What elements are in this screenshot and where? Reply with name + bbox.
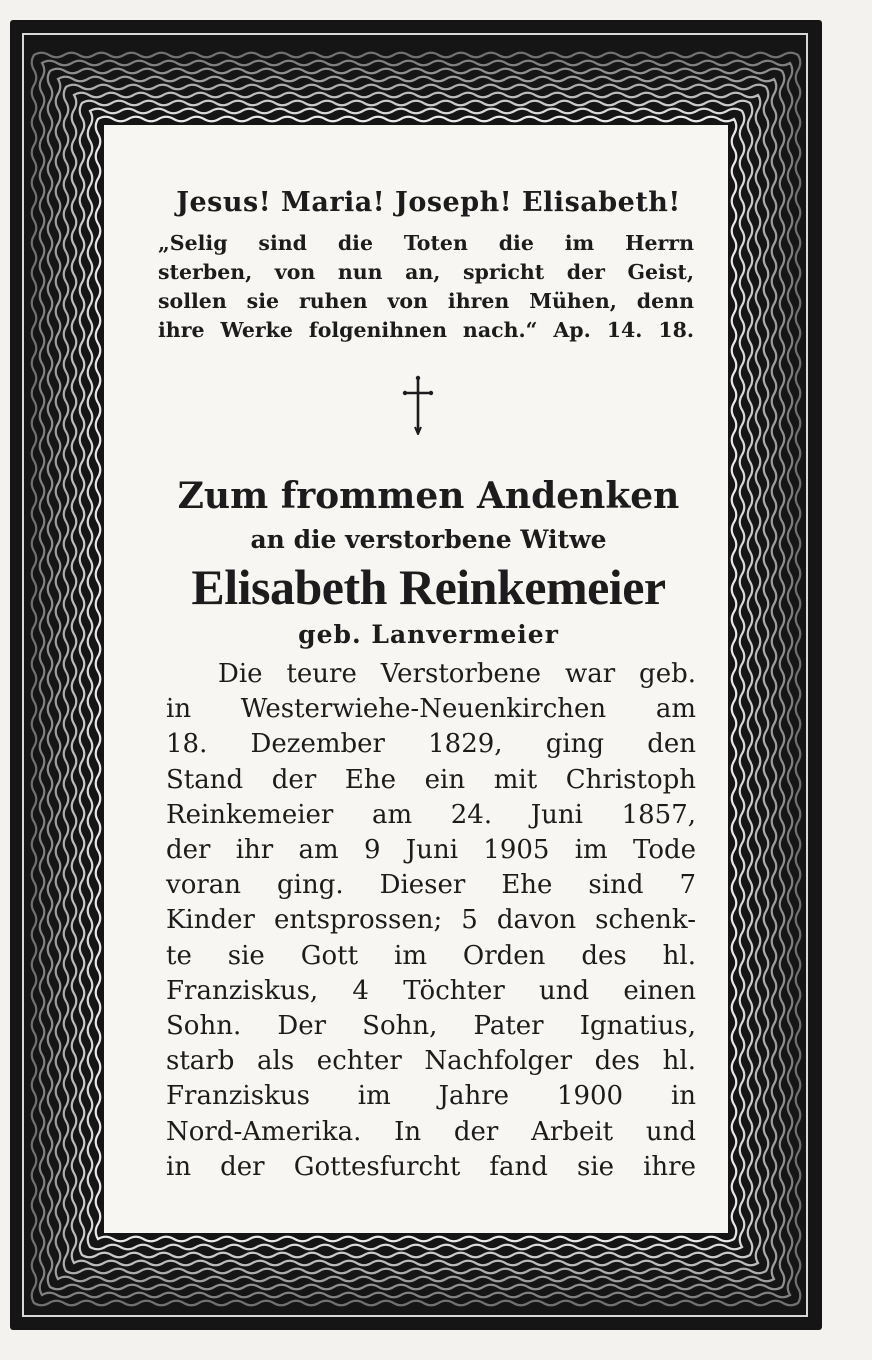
cross-icon — [398, 375, 438, 435]
biography-line: Franziskus, 4 Töchter und einen — [166, 975, 696, 1006]
biography-line: in Westerwiehe-Neuenkirchen am — [166, 694, 696, 725]
verse-line: „Selig sind die Toten die im Herrn — [158, 231, 694, 255]
memorial-subtitle: an die verstorbene Witwe — [250, 525, 607, 554]
biography-line: der ihr am 9 Juni 1905 im Tode — [166, 835, 696, 866]
biography-line: Reinkemeier am 24. Juni 1857, — [166, 799, 696, 830]
birth-name: geb. Lanvermeier — [298, 620, 559, 649]
card-text-area — [156, 185, 701, 1200]
biography-line: voran ging. Dieser Ehe sind 7 — [166, 870, 696, 901]
verse-line: sollen sie ruhen von ihren Mühen, denn — [158, 289, 694, 313]
biography-line: Franziskus im Jahre 1900 in — [166, 1081, 696, 1112]
biography-line: 18. Dezember 1829, ging den — [166, 729, 696, 760]
verse-line: ihre Werke folgenihnen nach.“ Ap. 14. 18. — [158, 318, 694, 342]
biography-line: Kinder entsprossen; 5 davon schenk- — [166, 905, 696, 936]
invocation-heading: Jesus! Maria! Joseph! Elisabeth! — [176, 187, 681, 218]
biography-text — [166, 657, 696, 1185]
scripture-verse — [158, 229, 694, 345]
biography-line: Sohn. Der Sohn, Pater Ignatius, — [166, 1011, 696, 1042]
verse-line: sterben, von nun an, spricht der Geist, — [158, 260, 694, 284]
biography-line: te sie Gott im Orden des hl. — [166, 940, 696, 971]
biography-line: starb als echter Nachfolger des hl. — [166, 1046, 696, 1077]
biography-line: Nord-Amerika. In der Arbeit und — [166, 1116, 696, 1147]
deceased-name: Elisabeth Reinkemeier — [191, 559, 666, 615]
biography-line: in der Gottesfurcht fand sie ihre — [166, 1151, 696, 1182]
biography-line: Die teure Verstorbene war geb. — [218, 659, 696, 689]
biography-line: Stand der Ehe ein mit Christoph — [166, 764, 696, 795]
memorial-title: Zum frommen Andenken — [177, 475, 680, 517]
